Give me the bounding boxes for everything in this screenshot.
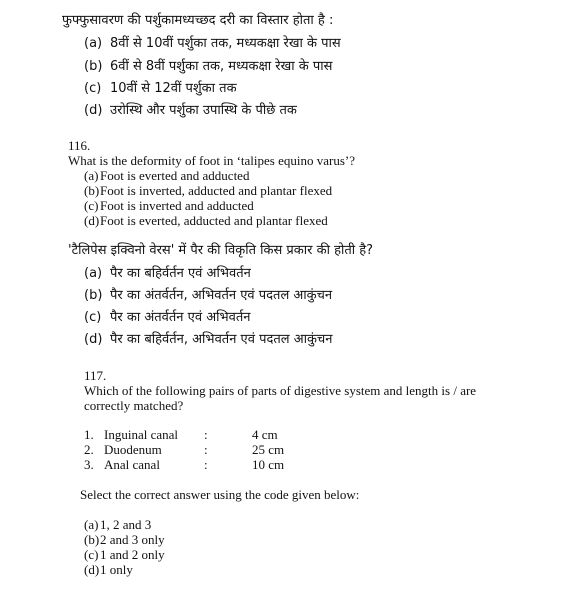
question-117-line2: correctly matched?: [84, 398, 184, 413]
item-value: 25 cm: [252, 442, 285, 457]
item-name: Inguinal canal: [104, 427, 178, 442]
item-number: 1.: [84, 427, 94, 442]
question-number-116: 116.: [68, 138, 91, 153]
option-c-english: [84, 198, 254, 213]
option-text: Foot is inverted and adducted: [100, 198, 254, 213]
option-text: पैर का अंतर्वर्तन एवं अभिवर्तन: [110, 310, 251, 325]
option-b-english: [84, 183, 332, 198]
option-label: (b): [84, 532, 100, 547]
option-a-english: [84, 168, 249, 183]
option-c-hindi: [84, 79, 237, 99]
option-text: 10वीं से 12वीं पर्शुका तक: [110, 81, 237, 96]
option-label: (b): [84, 288, 103, 303]
option-label: (d): [84, 562, 100, 577]
option-text: 2 and 3 only: [100, 532, 165, 547]
option-label: (c): [84, 198, 99, 213]
option-d-hindi: [84, 101, 297, 121]
option-a-117: [84, 517, 151, 532]
question-115-hindi: फुफ्फुसावरण की पर्शुकामध्यच्छद दरी का विस्तार होता है :: [62, 13, 334, 28]
option-label: (c): [84, 81, 102, 96]
option-text: पैर का बहिर्वर्तन एवं अभिवर्तन: [110, 266, 251, 281]
item-separator: :: [204, 457, 208, 472]
item-number: 3.: [84, 457, 94, 472]
item-value: 10 cm: [252, 457, 285, 472]
match-item-2: [84, 442, 284, 457]
option-a-hindi-116: [84, 264, 251, 284]
item-number: 2.: [84, 442, 94, 457]
option-label: (a): [84, 168, 99, 183]
option-d-english: [84, 213, 328, 228]
item-separator: :: [204, 442, 208, 457]
item-value: 4 cm: [252, 427, 278, 442]
option-text: 1 only: [100, 562, 133, 577]
option-text: Foot is inverted, adducted and plantar flexed: [100, 183, 333, 198]
match-item-1: [84, 427, 278, 442]
item-separator: :: [204, 427, 208, 442]
option-d-hindi-116: [84, 330, 332, 350]
option-label: (d): [84, 103, 103, 118]
option-text: Foot is everted and adducted: [100, 168, 250, 183]
item-name: Duodenum: [104, 442, 162, 457]
question-117-line1: Which of the following pairs of parts of digestive system and length is / are: [84, 383, 477, 398]
option-text: 6वीं से 8वीं पर्शुका तक, मध्यकक्षा रेखा के पास: [110, 59, 333, 74]
question-116-hindi: 'टैलिपेस इक्विनो वेरस' में पैर की विकृति किस प्रकार की होती है?: [68, 243, 374, 258]
option-text: Foot is everted, adducted and plantar flexed: [100, 213, 328, 228]
option-label: (c): [84, 310, 102, 325]
option-b-117: [84, 532, 165, 547]
option-text: पैर का अंतर्वर्तन, अभिवर्तन एवं पदतल आकुंचन: [110, 288, 333, 303]
option-text: 8वीं से 10वीं पर्शुका तक, मध्यकक्षा रेखा के पास: [110, 36, 341, 51]
option-text: 1, 2 and 3: [100, 517, 152, 532]
option-b-hindi: [84, 57, 332, 77]
item-name: Anal canal: [104, 457, 160, 472]
option-c-hindi-116: [84, 308, 251, 328]
option-label: (a): [84, 266, 103, 281]
option-label: (c): [84, 547, 99, 562]
option-d-117: [84, 562, 133, 577]
option-text: उरोस्थि और पर्शुका उपास्थि के पीछे तक: [110, 103, 297, 118]
option-b-hindi-116: [84, 286, 332, 306]
question-number-117: 117.: [84, 368, 107, 383]
option-text: पैर का बहिर्वर्तन, अभिवर्तन एवं पदतल आकुंचन: [110, 332, 333, 347]
answer-instruction: Select the correct answer using the code given below:: [80, 487, 360, 502]
option-label: (d): [84, 213, 100, 228]
option-label: (a): [84, 517, 99, 532]
option-label: (a): [84, 36, 103, 51]
option-text: 1 and 2 only: [100, 547, 165, 562]
option-a-hindi: [84, 34, 341, 54]
option-label: (b): [84, 183, 100, 198]
question-116-english: What is the deformity of foot in ‘talipes equino varus’?: [68, 153, 356, 168]
option-label: (b): [84, 59, 103, 74]
match-item-3: [84, 457, 284, 472]
option-label: (d): [84, 332, 103, 347]
option-c-117: [84, 547, 165, 562]
